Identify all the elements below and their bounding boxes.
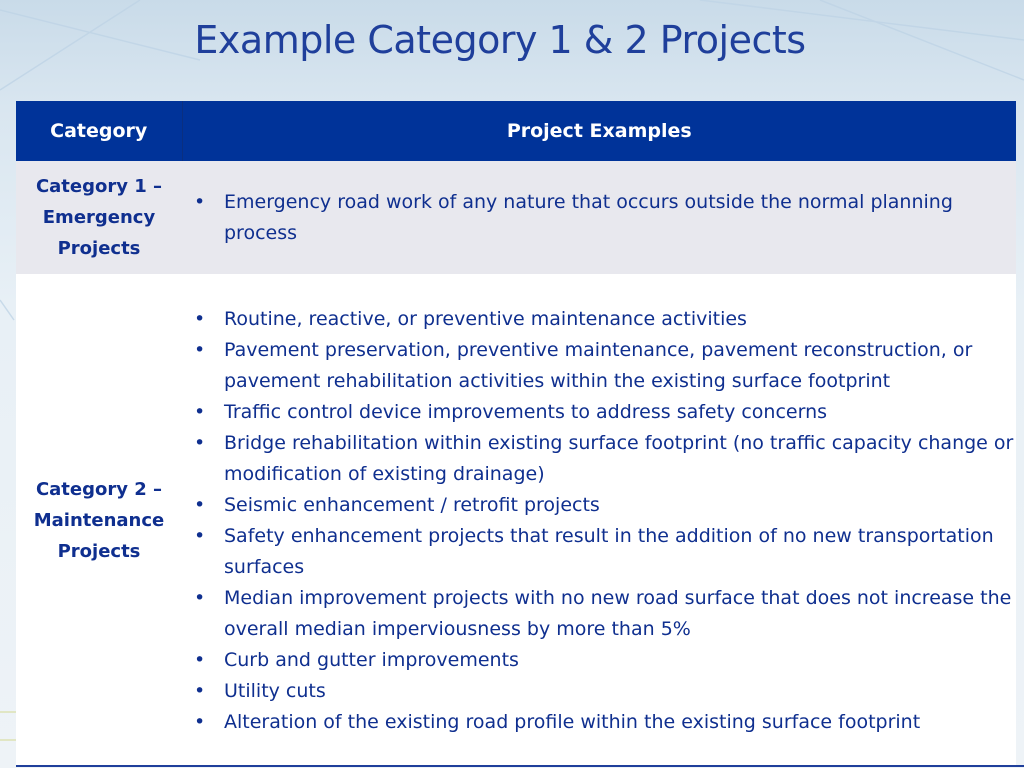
list-item <box>194 187 1016 249</box>
list-item-text: Seismic enhancement / retrofit projects <box>224 493 600 516</box>
list-item <box>194 707 1016 738</box>
category-cell <box>16 274 182 767</box>
list-item <box>194 397 1016 428</box>
list-item <box>194 428 1016 490</box>
bullet-icon: • <box>194 190 206 213</box>
category-label-line: Projects <box>57 541 141 562</box>
list-item <box>194 676 1016 707</box>
header-row <box>16 101 1016 161</box>
bullet-icon: • <box>194 710 206 733</box>
list-item-text: Safety enhancement projects that result in the addition of no new transportation surfaces <box>224 524 994 578</box>
table-row-category-2 <box>16 274 1016 767</box>
bullet-icon: • <box>194 400 206 423</box>
category-label-line: Category 1 – <box>35 176 163 197</box>
list-item <box>194 490 1016 521</box>
bullet-icon: • <box>194 307 206 330</box>
slide-title: Example Category 1 & 2 Projects <box>194 18 806 62</box>
examples-list <box>182 304 1016 738</box>
bullet-icon: • <box>194 648 206 671</box>
list-item-text: Curb and gutter improvements <box>224 648 519 671</box>
examples-cell <box>182 274 1016 767</box>
list-item-text: Bridge rehabilitation within existing surface footprint (no traffic capacity change or modification of existing drainage) <box>224 431 1014 485</box>
list-item-text: Median improvement projects with no new road surface that does not increase the overall median imperviousness by more than 5% <box>224 586 1012 640</box>
list-item-text: Emergency road work of any nature that occurs outside the normal planning process <box>224 190 953 244</box>
bullet-icon: • <box>194 586 206 609</box>
category-label-line: Projects <box>57 238 141 259</box>
bullet-icon: • <box>194 431 206 454</box>
bullet-icon: • <box>194 524 206 547</box>
examples-list <box>182 187 1016 249</box>
bullet-icon: • <box>194 493 206 516</box>
examples-cell <box>182 161 1016 274</box>
list-item-text: Routine, reactive, or preventive maintenance activities <box>224 307 747 330</box>
bullet-icon: • <box>194 338 206 361</box>
table-row-category-1 <box>16 161 1016 274</box>
list-item-text: Pavement preservation, preventive maintenance, pavement reconstruction, or pavement rehabilitation activities within the existing surface footprint <box>224 338 973 392</box>
header-project-examples: Project Examples <box>182 101 1016 161</box>
projects-table <box>16 101 1016 767</box>
list-item <box>194 645 1016 676</box>
list-item <box>194 304 1016 335</box>
list-item <box>194 335 1016 397</box>
header-category: Category <box>16 101 182 161</box>
list-item <box>194 521 1016 583</box>
category-label-line: Maintenance <box>33 510 165 531</box>
bottom-rule <box>16 765 1024 767</box>
category-label-line: Emergency <box>42 207 156 228</box>
category-cell <box>16 161 182 274</box>
list-item-text: Utility cuts <box>224 679 326 702</box>
list-item <box>194 583 1016 645</box>
bullet-icon: • <box>194 679 206 702</box>
list-item-text: Alteration of the existing road profile within the existing surface footprint <box>224 710 921 733</box>
list-item-text: Traffic control device improvements to address safety concerns <box>224 400 828 423</box>
category-label-line: Category 2 – <box>35 479 163 500</box>
